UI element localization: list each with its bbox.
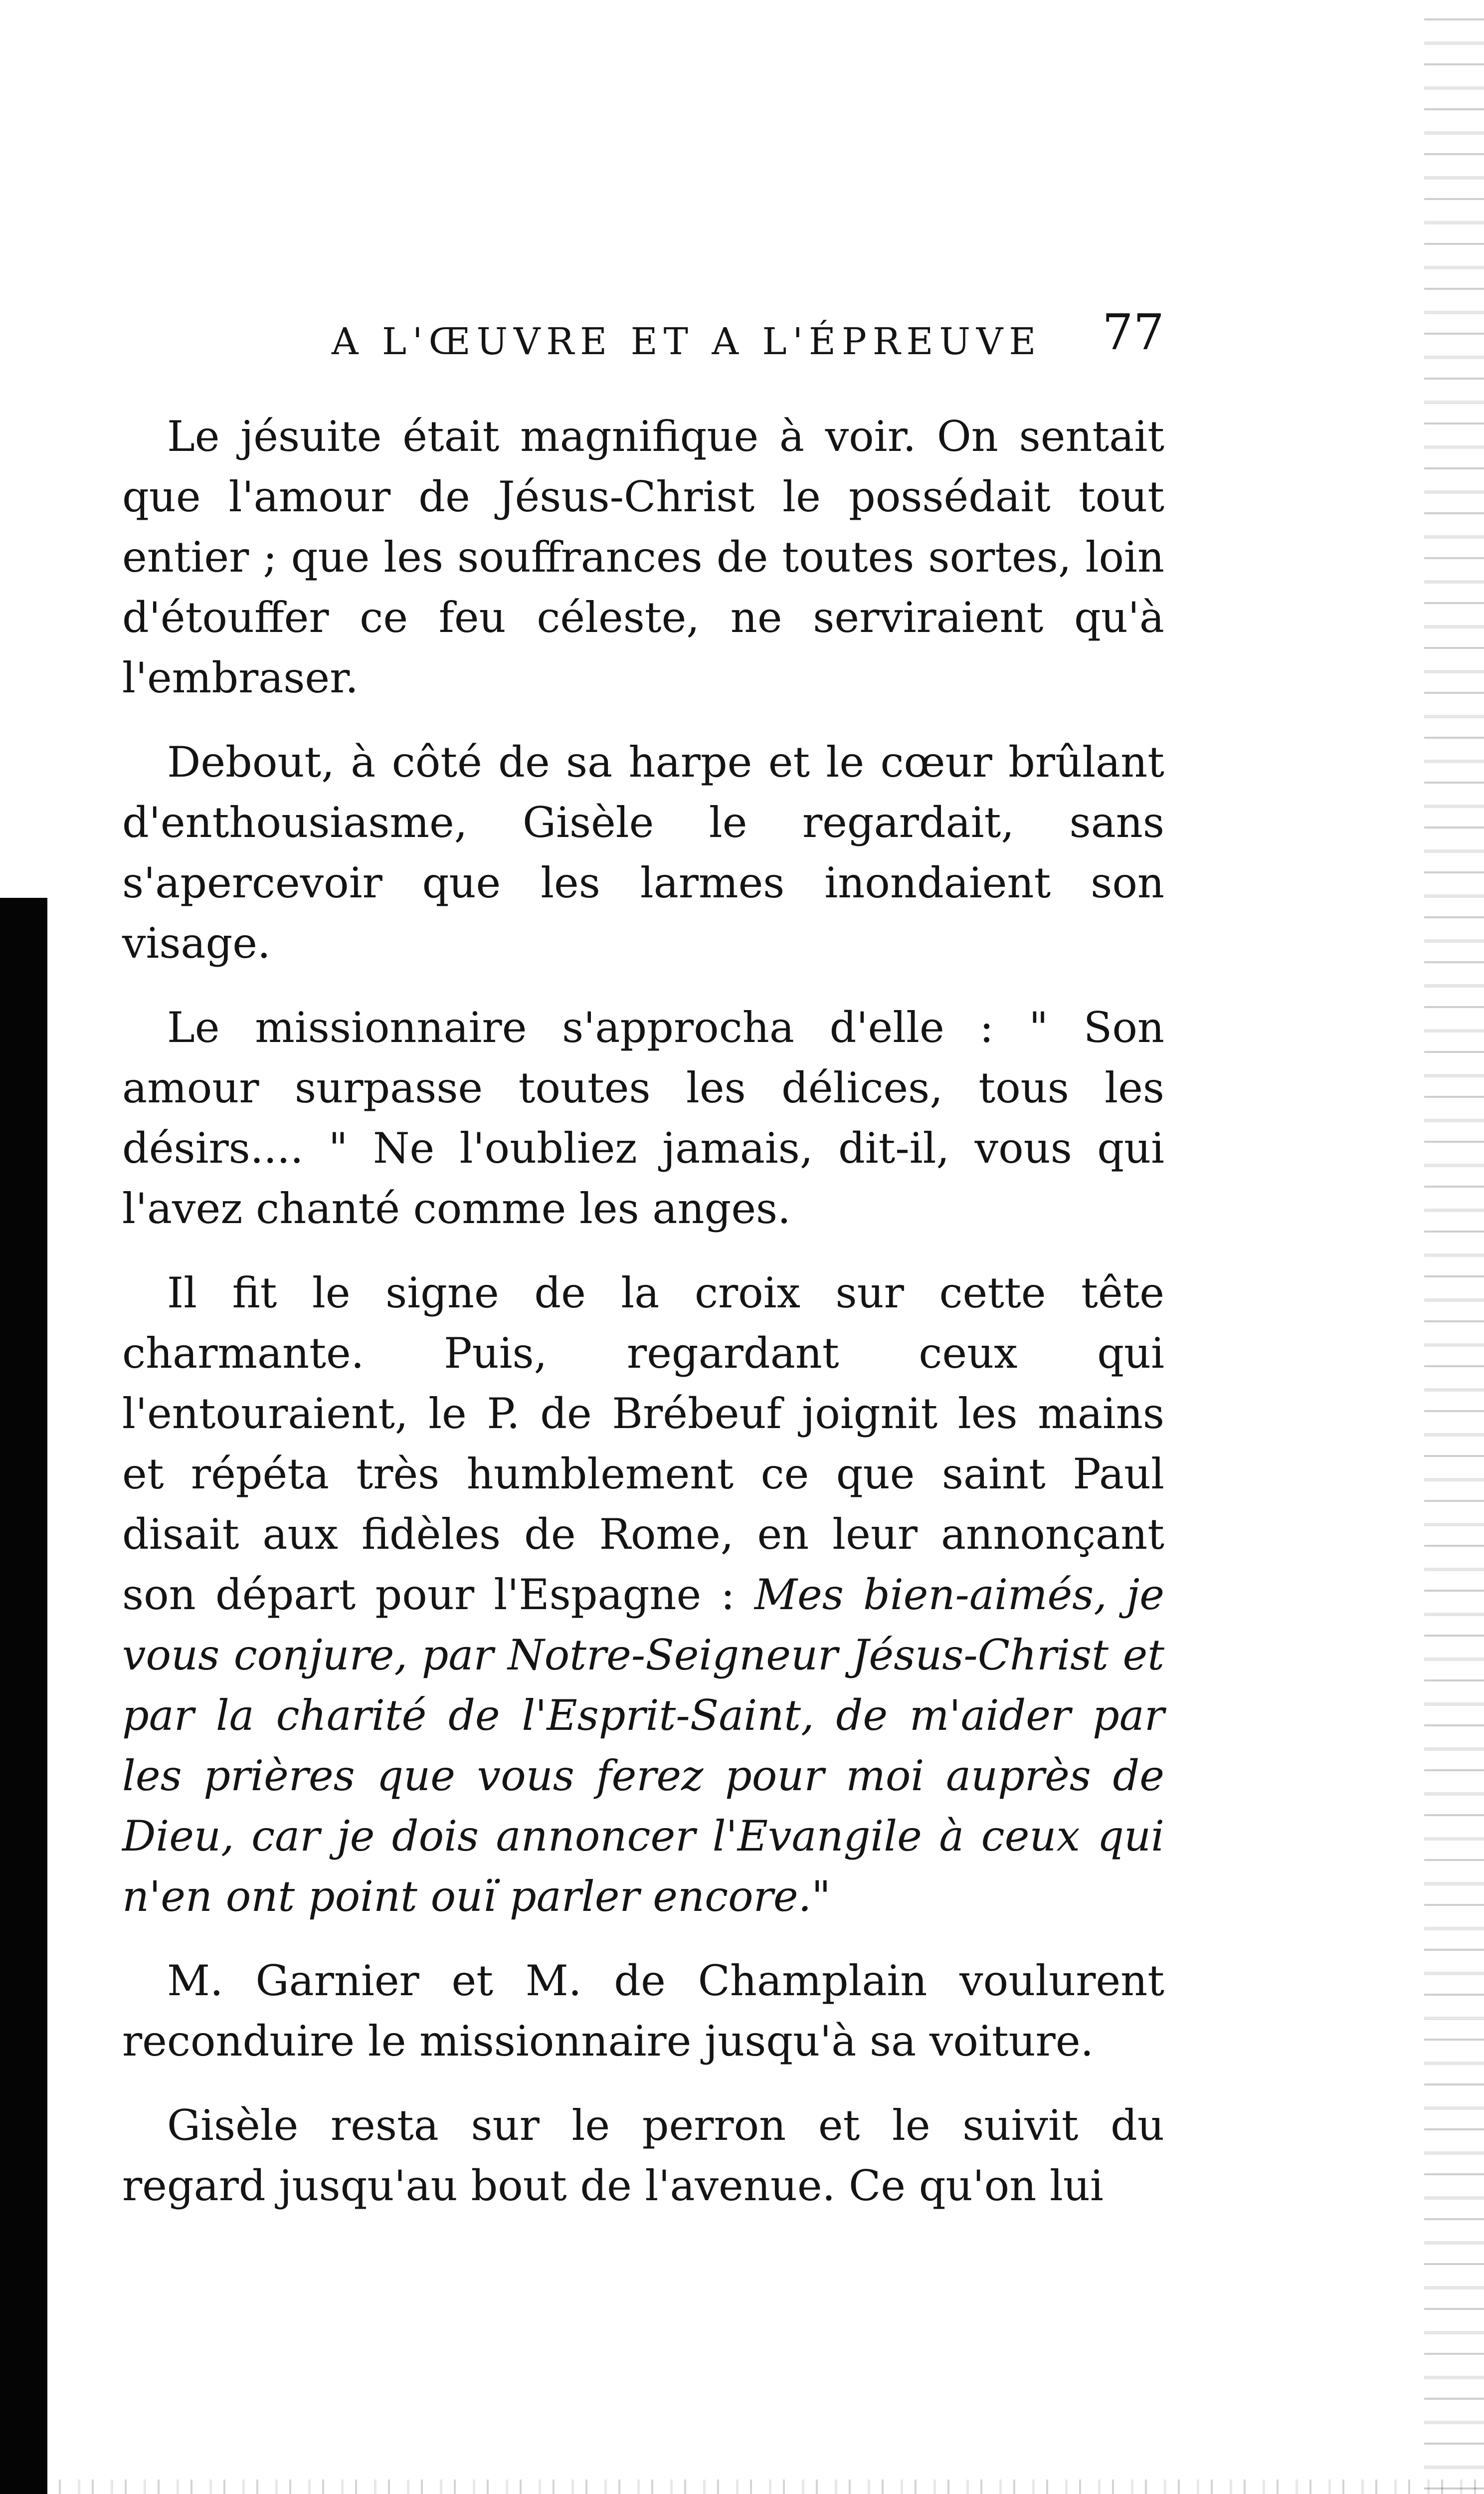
paragraph-6: Gisèle resta sur le perron et le suivit du regard jusqu'au bout de l'avenue. Ce qu'on lui (122, 2101, 1164, 2210)
running-title: A L'ŒUVRE ET A L'ÉPREUVE (332, 320, 1042, 363)
page-header (122, 294, 1164, 369)
page-number: 77 (1102, 304, 1164, 361)
scan-gutter-shadow (0, 898, 47, 2494)
scan-edge-noise (1424, 0, 1484, 2494)
paragraph-3: Le missionnaire s'approcha d'elle : " Son amour surpasse toutes les délices, tous les désirs.... " Ne l'oubliez jamais, dit-il, vous qui l'avez chanté comme les anges. (122, 1003, 1164, 1233)
paragraph-4-text: Il fit le signe de la croix sur cette tête charmante. Puis, regardant ceux qui l'entouraient, le P. de Brébeuf joignit les mains et répéta très humblement ce que saint Paul disait aux fidèles de Rome, en leur annonçant son départ pour l'Espagne : (122, 1268, 1164, 1619)
body-text (122, 407, 1164, 2240)
paragraph-5: M. Garnier et M. de Champlain voulurent reconduire le missionnaire jusqu'à sa voiture. (122, 1956, 1164, 2066)
scan-bottom-noise (47, 2480, 1484, 2494)
paragraph-1: Le jésuite était magnifique à voir. On sentait que l'amour de Jésus-Christ le possédait tout entier ; que les souffrances de toutes sortes, loin d'étouffer ce feu céleste, ne serviraient qu'à l'embraser. (122, 412, 1164, 702)
paragraph-4-quotation: Mes bien-aimés, je vous conjure, par Notre-Seigneur Jésus-Christ et par la charité de l'Esprit-Saint, de m'aider par les prières que vous ferez pour moi auprès de Dieu, car je dois annoncer l'Evangile à ceux qui n'en ont point ouï parler encore." (122, 1570, 1164, 1921)
paragraph-4 (122, 1263, 1164, 1927)
paragraph-2: Debout, à côté de sa harpe et le cœur brûlant d'enthousiasme, Gisèle le regardait, sans s'apercevoir que les larmes inondaient son visage. (122, 738, 1164, 968)
